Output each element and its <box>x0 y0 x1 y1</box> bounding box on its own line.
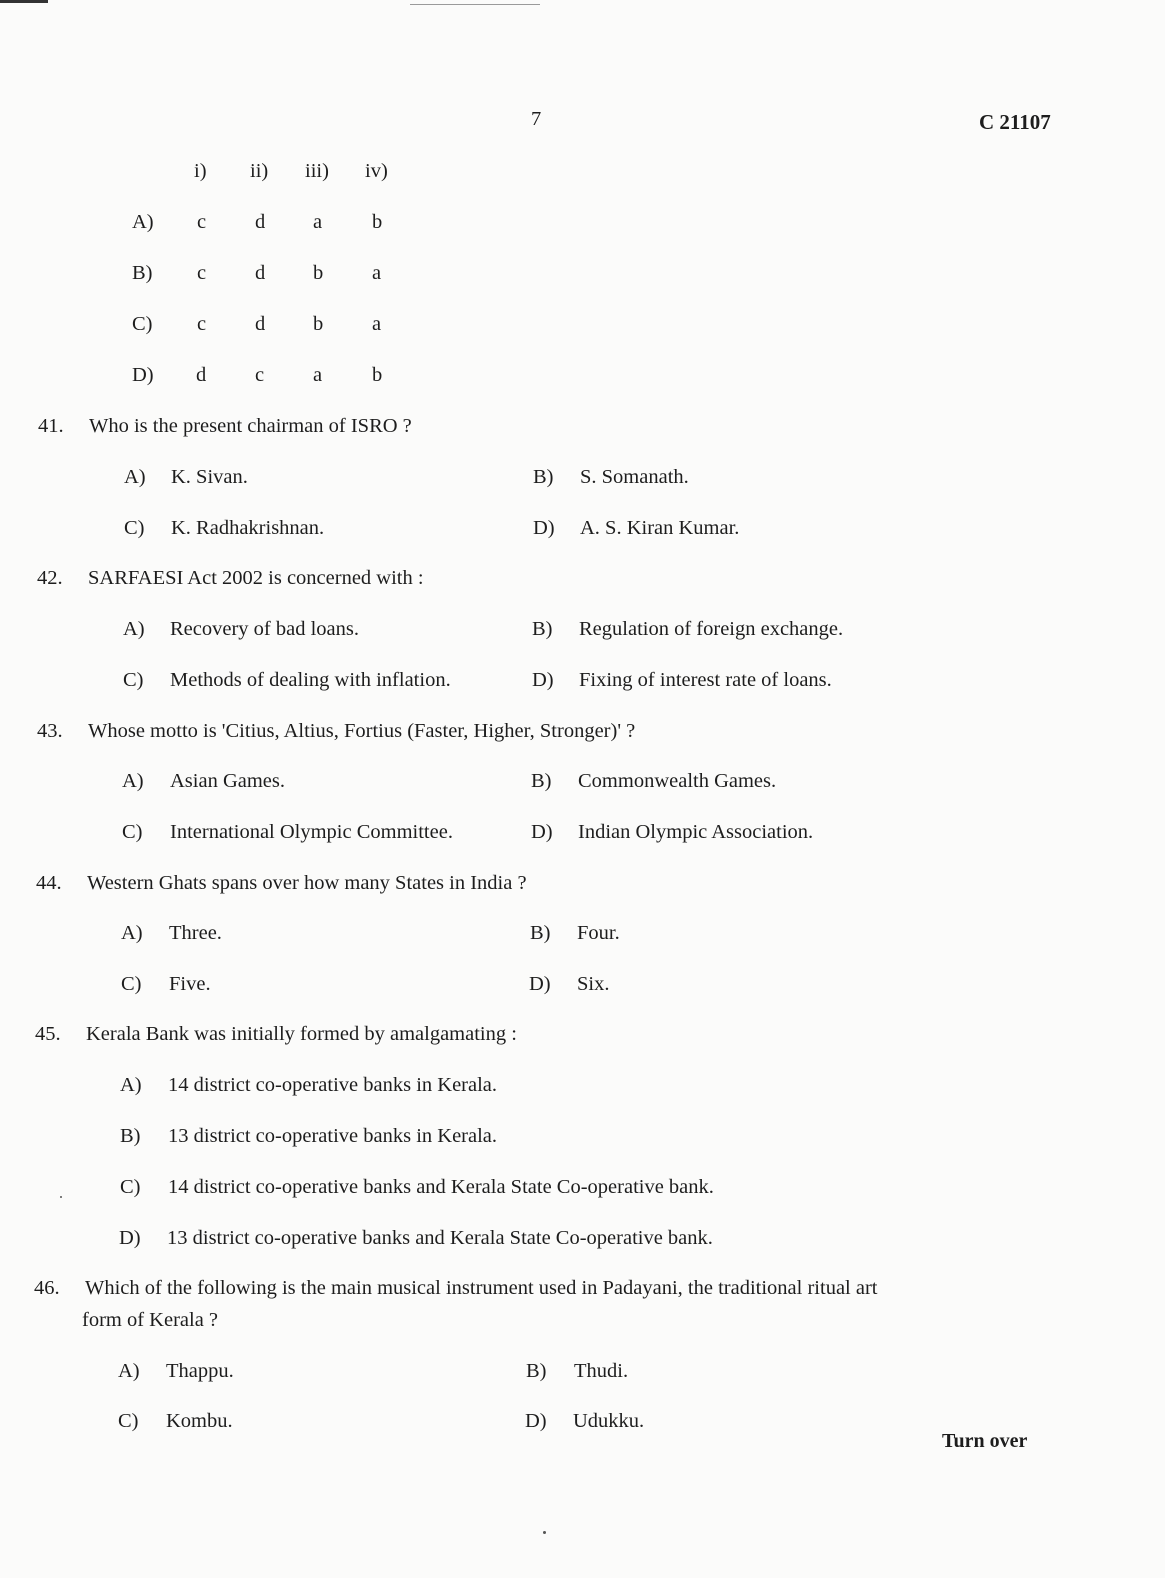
option-text: 13 district co-operative banks in Kerala. <box>168 1125 498 1147</box>
option-text: Four. <box>577 922 620 944</box>
option-label: A) <box>123 618 145 640</box>
option-label: B) <box>120 1125 141 1147</box>
table-cell: d <box>255 211 266 233</box>
question-text: Kerala Bank was initially formed by amalgamating : <box>86 1023 517 1045</box>
option-label: A) <box>118 1360 140 1382</box>
option-label: D) <box>533 517 555 539</box>
question-text: SARFAESI Act 2002 is concerned with : <box>88 567 424 589</box>
option-label: D) <box>529 973 551 995</box>
option-label: A) <box>122 770 144 792</box>
table-cell: a <box>313 364 323 386</box>
option-label: C) <box>124 517 145 539</box>
option-label: A) <box>124 466 146 488</box>
table-cell: c <box>197 313 207 335</box>
scan-dot <box>60 1196 62 1198</box>
option-label: B) <box>533 466 554 488</box>
question-text: Who is the present chairman of ISRO ? <box>89 415 412 437</box>
option-label: D) <box>525 1410 547 1432</box>
question-number: 46. <box>34 1277 60 1299</box>
table-row-label: B) <box>132 262 153 284</box>
option-label: D) <box>531 821 553 843</box>
scan-edge-mark <box>0 0 48 3</box>
option-label: C) <box>120 1176 141 1198</box>
option-text: Thudi. <box>574 1360 629 1382</box>
option-text: Six. <box>577 973 610 995</box>
page-number: 7 <box>531 108 542 130</box>
option-text: Indian Olympic Association. <box>578 821 814 843</box>
table-row-label: C) <box>132 313 153 335</box>
option-text: 13 district co-operative banks and Kerala State Co-operative bank. <box>167 1227 713 1249</box>
option-text: A. S. Kiran Kumar. <box>580 517 740 539</box>
option-text: International Olympic Committee. <box>170 821 453 843</box>
table-col-header: iv) <box>365 160 388 182</box>
question-number: 45. <box>35 1023 61 1045</box>
table-cell: a <box>372 262 382 284</box>
option-label: B) <box>530 922 551 944</box>
table-col-header: iii) <box>305 160 329 182</box>
question-text-continued: form of Kerala ? <box>82 1309 219 1331</box>
option-text: K. Sivan. <box>171 466 248 488</box>
question-text: Which of the following is the main musical instrument used in Padayani, the traditional ritual art <box>85 1277 878 1299</box>
table-cell: c <box>197 262 207 284</box>
table-cell: d <box>255 262 266 284</box>
question-number: 41. <box>38 415 64 437</box>
table-row-label: A) <box>132 211 154 233</box>
table-cell: d <box>196 364 207 386</box>
table-cell: b <box>313 262 324 284</box>
option-text: Asian Games. <box>170 770 286 792</box>
table-cell: b <box>313 313 324 335</box>
option-text: 14 district co-operative banks in Kerala. <box>168 1074 498 1096</box>
option-label: D) <box>119 1227 141 1249</box>
option-text: 14 district co-operative banks and Kerala State Co-operative bank. <box>168 1176 714 1198</box>
option-text: Udukku. <box>573 1410 645 1432</box>
option-label: B) <box>532 618 553 640</box>
option-text: K. Radhakrishnan. <box>171 517 325 539</box>
option-label: C) <box>118 1410 139 1432</box>
option-label: D) <box>532 669 554 691</box>
table-cell: a <box>313 211 323 233</box>
paper-code: C 21107 <box>979 110 1051 134</box>
question-number: 43. <box>37 720 63 742</box>
option-label: A) <box>121 922 143 944</box>
question-text: Whose motto is 'Citius, Altius, Fortius (Faster, Higher, Stronger)' ? <box>88 720 636 742</box>
option-label: C) <box>122 821 143 843</box>
question-number: 42. <box>37 567 63 589</box>
option-label: C) <box>121 973 142 995</box>
table-cell: c <box>255 364 265 386</box>
option-text: Three. <box>169 922 222 944</box>
option-label: B) <box>526 1360 547 1382</box>
table-row-label: D) <box>132 364 154 386</box>
option-text: Fixing of interest rate of loans. <box>579 669 832 691</box>
option-text: Thappu. <box>166 1360 234 1382</box>
table-col-header: ii) <box>250 160 269 182</box>
option-label: B) <box>531 770 552 792</box>
question-number: 44. <box>36 872 62 894</box>
option-text: S. Somanath. <box>580 466 689 488</box>
option-label: A) <box>120 1074 142 1096</box>
scan-dot <box>543 1531 546 1534</box>
table-cell: d <box>255 313 266 335</box>
option-text: Kombu. <box>166 1410 233 1432</box>
option-text: Methods of dealing with inflation. <box>170 669 451 691</box>
table-cell: b <box>372 364 383 386</box>
scan-edge-mark <box>410 4 540 5</box>
turn-over-note: Turn over <box>942 1430 1028 1452</box>
option-text: Recovery of bad loans. <box>170 618 359 640</box>
option-text: Five. <box>169 973 211 995</box>
table-cell: a <box>372 313 382 335</box>
option-text: Commonwealth Games. <box>578 770 777 792</box>
option-label: C) <box>123 669 144 691</box>
table-cell: b <box>372 211 383 233</box>
option-text: Regulation of foreign exchange. <box>579 618 844 640</box>
table-col-header: i) <box>194 160 207 182</box>
question-text: Western Ghats spans over how many States in India ? <box>87 872 527 894</box>
table-cell: c <box>197 211 207 233</box>
